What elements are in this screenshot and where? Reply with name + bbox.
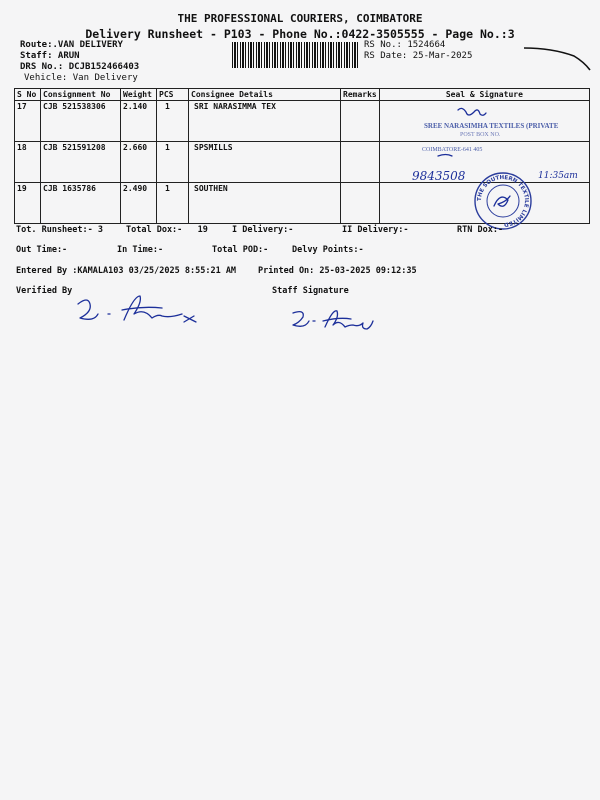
delivery-points: Delvy Points:- [292, 245, 364, 255]
cell-weight: 2.140 [121, 101, 157, 142]
cell-pcs: 1 [157, 183, 189, 224]
col-consignment: Consignment No [41, 89, 121, 101]
verifier-signature [70, 290, 210, 335]
col-pcs: PCS [157, 89, 189, 101]
stamp-city-text: COIMBATORE-641 405 [422, 147, 483, 153]
cell-consignment: CJB 521591208 [41, 142, 121, 183]
stamp-company-text: SREE NARASIMHA TEXTILES (PRIVATE [424, 122, 559, 130]
handwritten-phone: 9843508 [412, 169, 466, 183]
verified-by-label: Verified By [16, 286, 73, 296]
cell-consignment: CJB 521538306 [41, 101, 121, 142]
col-sno: S No [15, 89, 41, 101]
cell-remarks [341, 142, 380, 183]
cell-weight: 2.490 [121, 183, 157, 224]
col-consignee: Consignee Details [189, 89, 341, 101]
cell-consignee: SRI NARASIMMA TEX [189, 101, 341, 142]
rs-date: RS Date: 25-Mar-2025 [364, 51, 473, 61]
staff-label: Staff: ARUN [20, 51, 80, 61]
col-weight: Weight [121, 89, 157, 101]
stamp-address-text: POST BOX NO. [460, 132, 501, 138]
table-header-row [15, 89, 590, 101]
vehicle-label: Vehicle: Van Delivery [24, 73, 138, 83]
barcode [232, 42, 358, 68]
round-seal-text: THE SOUTHERN TEXTILE LIMITED [476, 174, 530, 228]
cell-pcs: 1 [157, 142, 189, 183]
drs-number: DRS No.: DCJB152466403 [20, 62, 140, 72]
out-time: Out Time:- [16, 245, 68, 255]
route-label: Route:.VAN DELIVERY [20, 40, 123, 50]
round-seal-icon [472, 170, 534, 232]
handwritten-time: 11:35am [538, 171, 578, 181]
i-delivery: I Delivery:- [232, 225, 294, 235]
staff-signature-label: Staff Signature [272, 286, 349, 296]
ii-delivery: II Delivery:- [342, 225, 409, 235]
col-seal: Seal & Signature [379, 89, 589, 101]
entered-by: Entered By :KAMALA103 03/25/2025 8:55:21 AM [16, 266, 237, 276]
cell-consignee: SPSMILLS [189, 142, 341, 183]
document-subtitle: Delivery Runsheet - P103 - Phone No.:0422-3505555 - Page No.:3 [85, 27, 515, 41]
cell-consignee: SOUTHEN [189, 183, 341, 224]
total-runsheet: Tot. Runsheet:- 3 [16, 225, 103, 235]
in-time: In Time:- [117, 245, 164, 255]
svg-text:THE SOUTHERN TEXTILE LIMITED [477, 175, 529, 227]
cell-weight: 2.660 [121, 142, 157, 183]
cell-sno: 17 [15, 101, 41, 142]
col-remarks: Remarks [341, 89, 380, 101]
cell-sno: 19 [15, 183, 41, 224]
rs-number: RS No.: 1524664 [364, 40, 446, 50]
document-title: THE PROFESSIONAL COURIERS, COIMBATORE [177, 12, 423, 25]
cell-consignment: CJB 1635786 [41, 183, 121, 224]
staff-signature [285, 305, 395, 335]
rtn-dox: RTN Dox:- [457, 225, 504, 235]
cell-sno: 18 [15, 142, 41, 183]
cell-pcs: 1 [157, 101, 189, 142]
printed-on: Printed On: 25-03-2025 09:12:35 [258, 266, 417, 276]
cell-remarks [341, 101, 380, 142]
total-dox: Total Dox:- 19 [126, 225, 208, 235]
total-pod: Total POD:- [212, 245, 269, 255]
cell-remarks [341, 183, 380, 224]
pen-stroke [522, 44, 592, 74]
